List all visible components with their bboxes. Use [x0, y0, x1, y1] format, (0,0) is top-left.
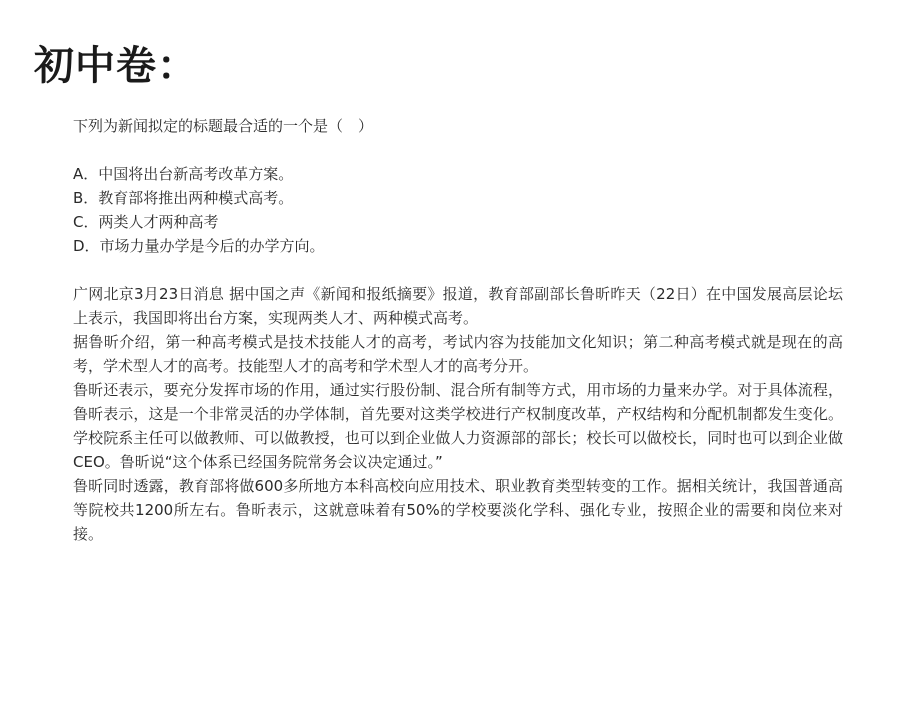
- article-paragraph: 鲁昕同时透露，教育部将做600多所地方本科高校向应用技术、职业教育类型转变的工作。据相关统计，我国普通高等院校共1200所左右。鲁昕表示，这就意味着有50%的学校要淡化学科、强化专业，按照企业的需要和岗位来对接。: [73, 477, 843, 543]
- page-title: 初中卷：: [34, 43, 198, 89]
- option-a: A．中国将出台新高考改革方案。: [73, 165, 294, 183]
- article-paragraph: 据鲁昕介绍，第一种高考模式是技术技能人才的高考，考试内容为技能加文化知识；第二种高考模式就是现在的高考，学术型人才的高考。技能型人才的高考和学术型人才的高考分开。: [73, 333, 843, 375]
- news-article: [73, 282, 843, 546]
- exam-content: [73, 114, 843, 546]
- article-paragraph: 鲁昕还表示，要充分发挥市场的作用，通过实行股份制、混合所有制等方式，用市场的力量来办学。对于具体流程，鲁昕表示，这是一个非常灵活的办学体制，首先要对这类学校进行产权制度改革，产权结构和分配机制都发生变化。学校院系主任可以做教师、可以做教授，也可以到企业做人力资源部的部长；校长可以做校长，同时也可以到企业做CEO。鲁昕说“这个体系已经国务院常务会议决定通过。”: [73, 381, 843, 471]
- answer-options: [73, 162, 843, 258]
- question-text: 下列为新闻拟定的标题最合适的一个是（ ）: [73, 117, 374, 135]
- option-c: C．两类人才两种高考: [73, 213, 219, 231]
- option-d: D．市场力量办学是今后的办学方向。: [73, 237, 325, 255]
- article-paragraph: 广网北京3月23日消息 据中国之声《新闻和报纸摘要》报道，教育部副部长鲁昕昨天（22日）在中国发展高层论坛上表示，我国即将出台方案，实现两类人才、两种模式高考。: [73, 285, 843, 327]
- option-b: B．教育部将推出两种模式高考。: [73, 189, 294, 207]
